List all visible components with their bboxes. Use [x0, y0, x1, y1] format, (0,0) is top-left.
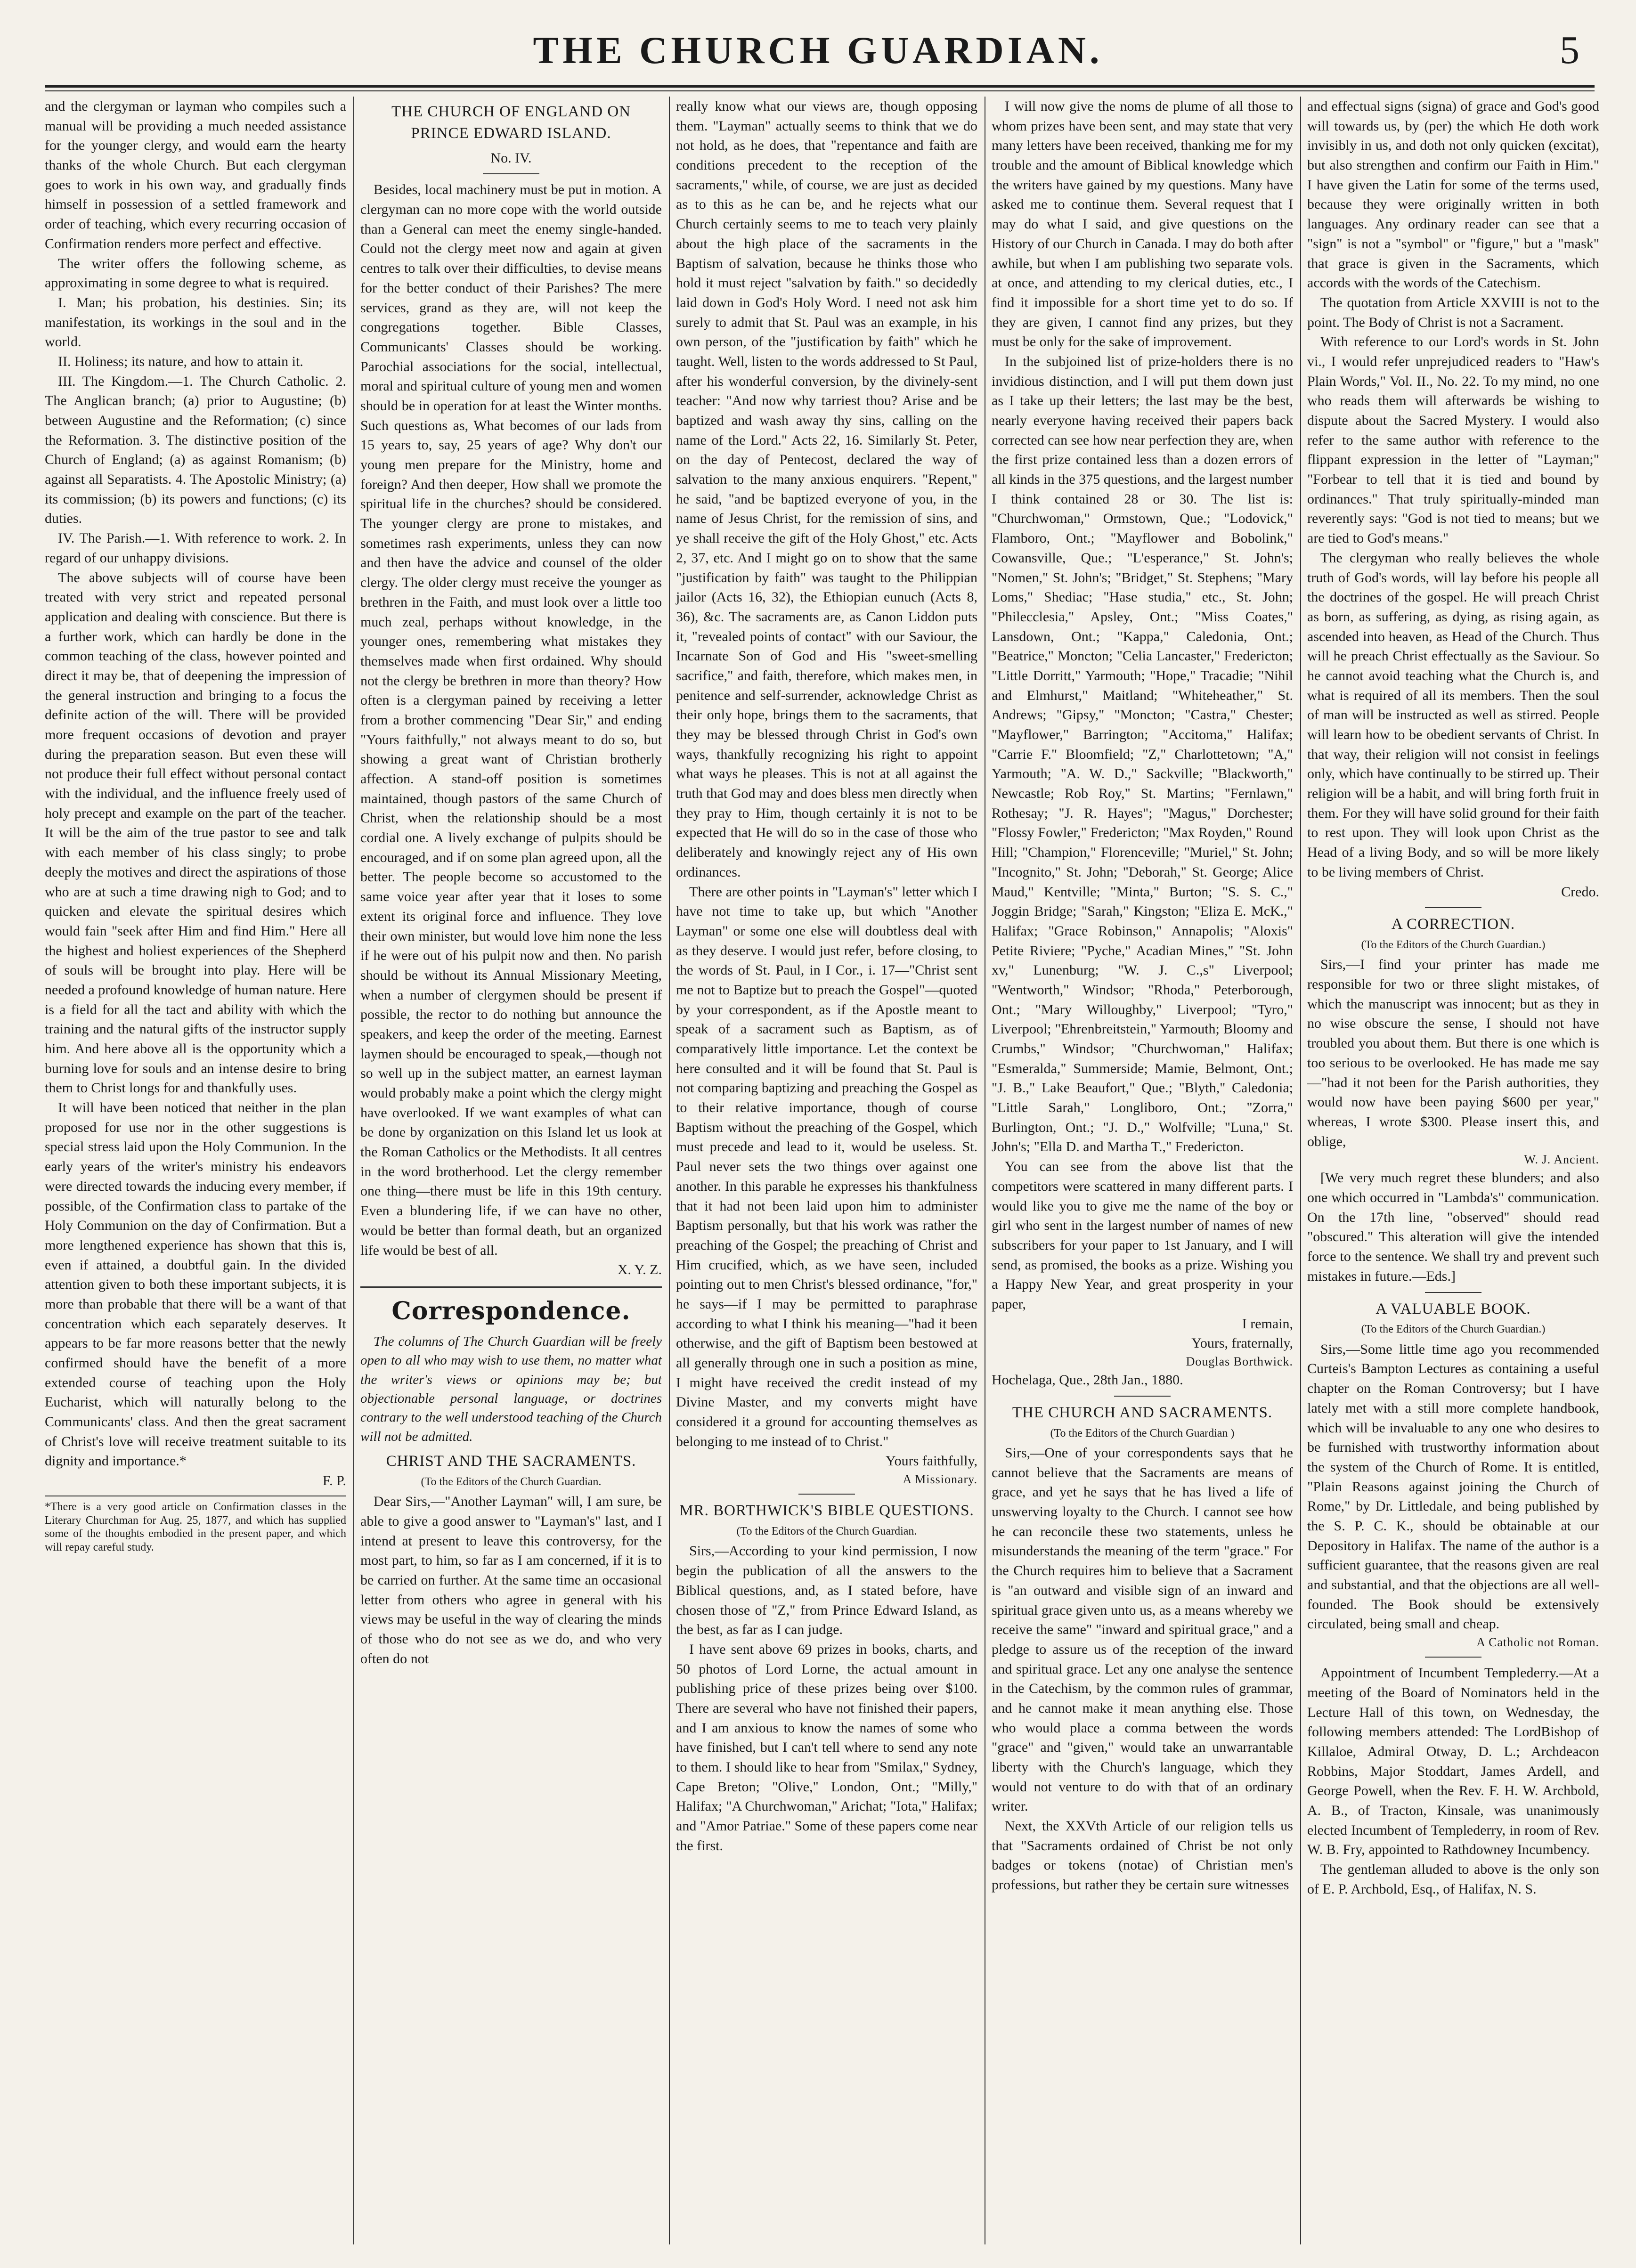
article-subheading: (To the Editors of the Church Guardian ) [1050, 1427, 1235, 1439]
signature: A Missionary. [903, 1472, 977, 1487]
footnote: *There is a very good article on Confirmation classes in the Literary Churchman for Aug. 25, 1877, and which has supplied some of the thoughts embodied in the present paper, and which will repay careful study. [45, 1496, 346, 1554]
paragraph: The above subjects will of course have been treated with very strict and repeated personal application and dealing with conscience. But there is a further work, which can hardly be done in the common teaching of the class, however pointed and direct it may be, that of deepening the impression of the general instruction and bringing to a focus the definite action of the will. There will be provided more frequent occasions of devotion and prayer during the preparation season. But even these will not produce their full effect without personal contact with the individual, and the influence freely used of holy precept and example on the part of the teacher. It will be the aim of the true pastor to see and talk with each member of his class singly; to probe deeply the motives and direct the aspirations of those who are at such a time drawing nigh to God; and to quicken and elevate the spiritual desires which would fain "seek after Him and find Him." Here all the highest and holiest experiences of the Shepherd of souls will be brought into play. Here will be needed a profound knowledge of human nature. Here is a field for all the tact and ability with which the training and the natural gifts of the instructor supply him. And here above all is the opportunity which a burning love for souls and an intense desire to bring them to Christ longs for and thankfully uses. [45, 569, 346, 1096]
paragraph: III. The Kingdom.—1. The Church Catholic. 2. The Anglican branch; (a) prior to Augustine; (b) between Augustine and the Reformation; (c) since the Reformation. 3. The distinctive position of the Church of England; (a) as against Romanism; (b) against all Separatists. 4. The Apostolic Ministry; (a) its commission; (b) its powers and functions; (c) its duties. [45, 373, 346, 527]
paragraph: and the clergyman or layman who compiles such a manual will be providing a much needed assistance for the younger clergy, and would earn the hearty thanks of the whole Church. But each clergyman goes to work in his own way, and gradually finds himself in possession of a settled framework and order of teaching, which every recurring occasion of Confirmation renders more perfect and effective. [45, 98, 346, 252]
article-subheading: (To the Editors of the Church Guardian. [736, 1525, 917, 1538]
paragraph: really know what our views are, though opposing them. "Layman" actually seems to think that we do not hold, as he does, that "repentance and faith are conditions precedent to the reception of the sacraments," while, of course, we are just as decided as to this as he can be, and he rejects what our Church certainly seems to me to teach very plainly about the high place of the sacraments in the Baptism of salvation, because he thinks those who hold it must reject "salvation by faith." so decidedly laid down in God's Holy Word. I need not ask him surely to admit that St. Paul was an example, in his own person, of the "justification by faith" which he taught. Well, listen to the words addressed to St Paul, after his wonderful conversion, by the divinely-sent teacher: "And now why tarriest thou? Arise and be baptized and wash away thy sins, calling on the name of the Lord." Acts 22, 16. Similarly St. Peter, on the day of Pentecost, declared the way of salvation to the many anxious enquirers. "Repent," he said, "and be baptized everyone of you, in the name of Jesus Christ, for the remission of sins, and ye shall receive the gift of the Holy Ghost," etc. Acts 2, 37, etc. And I might go on to show that the same "justification by faith" was taught to the Philippian jailor (Acts 16, 32), the Ethiopian eunuch (Acts 8, 36), &c. The sacraments are, as Canon Liddon puts it, "revealed points of contact" with our Saviour, the Incarnate Son of God and His "sweet-smelling sacrifice," and faith, therefore, which makes men, in penitence and self-surrender, acknowledge Christ as their only hope, brings them to the sacraments, that they may be blessed through Christ in God's own ways, thankfully recognizing his right to appoint what ways he pleases. This is not at all against the truth that God may and does bless men directly when they pray to Him, though certainly it is not to be expected that He will do so in the case of those who deliberately and knowingly reject any of His own ordinances. [676, 98, 977, 880]
paragraph: IV. The Parish.—1. With reference to work. 2. In regard of our unhappy divisions. [45, 530, 346, 566]
page-number: 5 [1560, 28, 1579, 72]
column-3 [676, 97, 977, 1855]
separator [360, 1286, 662, 1288]
correspondence-heading: Correspondence. [391, 1296, 631, 1325]
article-subheading: (To the Editors of the Church Guardian. [421, 1475, 602, 1488]
signature-closing: Yours faithfully, [885, 1453, 977, 1469]
paragraph: and effectual signs (signa) of grace and God's good will towards us, by (per) the which He doth work invisibly in us, and doth not only quicken (excitat), but also strengthen and confirm our Faith in Him." I have given the Latin for some of the terms used, because they were originally written in both languages. Any ordinary reader can see that a "sign" is not a "symbol" or "figure," but a "mask" that grace is given in the Sacraments, which accords with the words of the Catechism. [1307, 98, 1599, 291]
paragraph: I have sent above 69 prizes in books, charts, and 50 photos of Lord Lorne, the actual amount in publishing price of these prizes being over $100. There are several who have not finished their papers, and I am anxious to know the names of some who have finished, but I can't tell where to send any note to them. I should like to hear from "Smilax," Sydney, Cape Breton; "Olive," London, Ont.; "Milly," Halifax; "A Churchwoman," Arichat; "Iota," Halifax; and "Amor Patriae." Some of these papers come near the first. [676, 1641, 977, 1853]
paragraph: Sirs,—I find your printer has made me responsible for two or three slight mistakes, of which the manuscript was innocent; but as they in no wise obscure the sense, I should not have troubled you about them. But there is one which is too serious to be overlooked. He has made me say—"had it not been for the Parish authorities, they would now have been paying $600 per year," whereas, I wrote $300. Please insert this, and oblige, [1307, 957, 1599, 1149]
article-subheading: (To the Editors of the Church Guardian.) [1361, 939, 1546, 951]
masthead-rule [45, 85, 1595, 88]
column-divider [1300, 97, 1301, 2244]
short-rule [1114, 1396, 1171, 1397]
paragraph: Appointment of Incumbent Templederry.—At a meeting of the Board of Nominators held in the Lecture Hall of this town, on Wednesday, the following members attended: The LordBishop of Killaloe, Admiral Otway, D. L.; Archdeacon Robbins, Major Stoddart, James Ardell, and George Powell, when the Rev. F. H. W. Archbold, A. B., of Tracton, Kinsale, was unanimously elected Incumbent of Templederry, in room of Rev. W. B. Fry, appointed to Rathdowney Incumbency. [1307, 1665, 1599, 1858]
paragraph: The writer offers the following scheme, as approximating in some degree to what is required. [45, 255, 346, 291]
paragraph: In the subjoined list of prize-holders there is no invidious distinction, and I will put them down just as I take up their letters; the last may be the best, nearly everyone having received their papers back corrected can see how near perfection they are, when the first prize contained less than a dozen errors of all kinds in the 375 questions, and the largest number I think contained 28 or 30. The list is: "Churchwoman," Ormstown, Que.; "Lodovick," Flamboro, Ont.; "Mayflower and Bobolink," Cowansville, Que.; "L'esperance," St. John's; "Nomen," St. John's; "Bridget," St. Stephens; "Mary Loms," Shediac; "Hase studia," etc., St. John; "Philecclesia," Apsley, Ont.; "Miss Coates," Lansdown, Ont.; "Kappa," Caledonia, Ont.; "Beatrice," Moncton; "Celia Lancaster," Fredericton; "Little Dorritt," Yarmouth; "Hope," Tracadie; "Nihil and Elmhurst," Maitland; "Whiteheather," St. Andrews; "Gipsy," "Moncton; "Castra," Chester; "Mayflower," Barrington; "Accitoma," Halifax; "Carrie F." Bloomfield; "Z," Charlottetown; "A," Yarmouth; "A. W. D.," Sackville; "Blackworth," Newcastle; Rob Roy," St. Martins; "Fernlawn," Rothesay; "J. R. Hayes"; "Magus," Dorchester; "Flossy Fowler," Fredericton; "Max Royden," Round Hill; "Champion," Florenceville; "Muriel," St. John; "Incognito," St. John; "Deborah," St. George; Alice Maud," Kentville; "Minta," Burton; "S. S. C.," Joggin Bridge; "Sarah," Kingston; "Eliza E. McK.," Halifax; "Grace Robinson," Annapolis; "Aloxis" Petite Riviere; "Pyche," Acadian Mines," "St. John xv," Lunenburg; "W. J. C.,s" Liverpool; "Wentworth," Windsor; "Rhoda," Peterborough, Ont.; "Mary Willoughby," Liverpool; "Tyro," Liverpool; "Ehrenbreitstein," Yarmouth; Bloomy and Crumbs," Windsor; "Churchwoman," Halifax; "Esmeralda," Summerside; Mamie, Belmont, Ont.; "J. B.," Lake Beaufort," Que.; "Blyth," Caledonia; "Little Sarah," Longliboro, Ont.; "Zorra," Burlington, Ont.; "J. D.," Wolfville; "Luna," St. John's; "Ella D. and Martha T.," Fredericton. [992, 353, 1293, 1155]
signature: A Catholic not Roman. [1476, 1635, 1599, 1650]
paragraph: It will have been noticed that neither in the plan proposed for use nor in the other suggestions is special stress laid upon the Holy Communion. In the early years of the writer's ministry his endeavors were directed towards the inducing every member, if possible, of the Confirmation class to partake of the Holy Communion on the day of Confirmation. But a more lengthened experience has shown that this is, even if attained, a doubtful gain. In the divided attention given to both these important subjects, it is more than probable that there will be a want of that concentration which each separately deserves. It appears to be far more reasons better that the newly confirmed should have the benefit of a more extended course of teaching upon the Holy Eucharist, which will naturally belong to the Communicants' class. And then the great sacrament of Christ's love will receive treatment suitable to its dignity and importance.* [45, 1100, 346, 1469]
short-rule [1425, 1657, 1481, 1658]
column-5 [1307, 97, 1599, 1899]
article-number: No. IV. [490, 150, 532, 166]
column-1 [45, 97, 346, 1554]
paragraph: I will now give the noms de plume of all those to whom prizes have been sent, and may state that very many letters have been received, thanking me for my trouble and the amount of Biblical knowledge which the writers have gained by my questions. Many have asked me to continue them. Several request that I may do what I said, and give questions on the History of our Church in Canada. I may do both after awhile, but when I am publishing two separate vols. at once, and attending to my clerical duties, etc., I find it impossible for a short time yet to do so. If they are given, I cannot find any prizes, but they must be only for the sake of improvement. [992, 98, 1293, 350]
dateline: Hochelaga, Que., 28th Jan., 1880. [992, 1372, 1183, 1388]
signature-closing: I remain, [1242, 1316, 1293, 1332]
column-4 [992, 97, 1293, 1895]
signature: Credo. [1561, 884, 1599, 900]
paragraph: The gentleman alluded to above is the only son of E. P. Archbold, Esq., of Halifax, N. S. [1307, 1862, 1599, 1897]
column-divider [353, 97, 354, 2244]
paragraph: The quotation from Article XXVIII is not to the point. The Body of Christ is not a Sacrament. [1307, 294, 1599, 330]
article-heading: A CORRECTION. [1391, 916, 1515, 933]
signature: W. J. Ancient. [1524, 1153, 1599, 1167]
masthead-rule-thin [45, 90, 1595, 91]
column-divider [669, 97, 670, 2244]
short-rule [1425, 907, 1481, 908]
signature: Douglas Borthwick. [1186, 1355, 1293, 1368]
paragraph: Sirs,—One of your correspondents says that he cannot believe that the Sacraments are means of grace, and yet he says that he has lived a life of unswerving loyalty to the Church. I cannot see how he can reconcile these two statements, unless he misunderstands the meaning of the term "grace." For the Church requires him to believe that a Sacrament is "an outward and visible sign of an inward and spiritual grace given unto us, as a means whereby we receive the same" "inward and spiritual grace," and a pledge to assure us of the reception of the inward and spiritual grace. Let any one analyse the sentence in the Catechism, by the common rules of grammar, and he cannot make it mean anything else. Those who would place a comma between the words "grace" and "given," would take an unwarrantable liberty with the Church's language, which they would not venture to do with that of an ordinary writer. [992, 1445, 1293, 1814]
paragraph: Sirs,—Some little time ago you recommended Curteis's Bampton Lectures as containing a useful chapter on the Roman Controversy; but I have lately met with a still more complete handbook, which will be invaluable to any one who desires to be furnished with trustworthy information about the system of the Church of Rome. It is entitled, "Plain Reasons against joining the Church of Rome," by Dr. Littledale, and being published by the S. P. C. K., should be obtainable at our Depository in Halifax. The name of the author is a sufficient guarantee, that the reasons given are real and substantial, and that the objections are all well-founded. The Book should be extensively circulated, being small and cheap. [1307, 1341, 1599, 1632]
article-subheading: (To the Editors of the Church Guardian.) [1361, 1323, 1546, 1336]
signature: X. Y. Z. [617, 1262, 662, 1278]
short-rule [483, 173, 539, 174]
paragraph: The clergyman who really believes the whole truth of God's words, will lay before his people all the doctrines of the gospel. He will preach Christ as born, as suffering, as dying, as rising again, as ascended into heaven, as Head of the Church. Thus will he preach Christ effectually as the Saviour. So he cannot avoid teaching what the Church is, and what is required of all its members. Then the soul of man will be instructed as well as stirred. People will learn how to be obedient servants of Christ. In that way, their religion will not consist in feelings only, which have continually to be stirred up. Their religion will be a habit, and will bring forth fruit in them. For they will have solid ground for their faith to rest upon. They will look upon Christ as the Head of a living Body, and so will be more likely to be living members of Christ. [1307, 550, 1599, 880]
editorial-notice: The columns of The Church Guardian will be freely open to all who may wish to use them, no matter what the writer's views or opinions may be; but objectionable personal language, or doctrines contrary to the well understood teaching of the Church will not be admitted. [360, 1334, 662, 1444]
column-2 [360, 97, 662, 1668]
paragraph: II. Holiness; its nature, and how to attain it. [58, 353, 303, 369]
article-heading: THE CHURCH OF ENGLAND ON PRINCE EDWARD ISLAND. [391, 103, 631, 142]
paragraph: Next, the XXVth Article of our religion tells us that "Sacraments ordained of Christ be not only badges or tokens (notae) of Christian men's professions, but rather they be certain sure witnesses [992, 1818, 1293, 1893]
paragraph: Sirs,—According to your kind permission, I now begin the publication of all the answers to the Biblical questions, and, as I stated before, have chosen those of "Z," from Prince Edward Island, as the best, as far as I can judge. [676, 1543, 977, 1638]
paragraph: There are other points in "Layman's" letter which I have not time to take up, but which "Another Layman" or some one else will doubtless deal with as they deserve. I would just refer, before closing, to the words of St. Paul, in I Cor., i. 17—"Christ sent me not to Baptize but to preach the Gospel"—quoted by your correspondent, as if the Apostle meant to speak of a sacrament such as Baptism, as of comparatively little importance. Let the context be here consulted and it will be found that St. Paul is not comparing baptizing and preaching the Gospel as to their relative importance, though of course Baptism without the preaching of the Gospel, which must precede and lead to it, would be useless. St. Paul never sets the two things over against one another. In this parable he expresses his thankfulness that it had not been laid upon him to administer Baptism personally, but that his work was rather the preaching of the Gospel; the preaching of Christ and Him crucified, which, as we have seen, included pointing out to men Christ's blessed ordinance, "for," he says—if I may be permitted to paraphrase according to what I think his meaning—"had it been otherwise, and the gift of Baptism been bestowed at all generally through one in such a position as mine, I might have received the credit instead of my Divine Master, and my converts might have considered it a ground for accounting themselves as belonging to me instead of to Christ." [676, 884, 977, 1449]
paragraph: Besides, local machinery must be put in motion. A clergyman can no more cope with the world outside than a General can meet the enemy single-handed. Could not the clergy meet now and again at given centres to talk over their difficulties, to devise means for the better conduct of their Parishes? The mere services, grand as they are, will not keep the congregations together. Bible Classes, Communicants' Classes should be working. Parochial associations for the social, intellectual, moral and spiritual culture of young men and women should be in operation for at least the Winter months. Such questions as, What becomes of our lads from 15 years to, say, 25 years of age? Why don't our young men prepare for the Ministry, home and foreign? And then deeper, How shall we promote the spiritual life in the churches? should be considered. The younger clergy are prone to mistakes, and sometimes rash experiments, unless they can now and then have the advice and counsel of the older clergy. The older clergy must receive the younger as brethren in the Faith, and must look over a little too much zeal, perhaps without knowledge, in the younger ones, remembering what mistakes they themselves made when first ordained. Why should not the clergy be brethren in more than theory? How often is a clergyman pained by receiving a letter from a brother commencing "Dear Sir," and ending "Yours faithfully," not always meant to do so, but showing a great want of Christian brotherly affection. A stand-off position is sometimes maintained, though pastors of the same Church of Christ, when the relationship should be a most cordial one. A lively exchange of pulpits should be encouraged, and if on some plan agreed upon, all the better. The people become so accustomed to the same voice year after year that it loses to some extent its original force and influence. They love their own minister, but would love him none the less if he were out of his pulpit now and then. No parish should be without its Annual Missionary Meeting, when a number of clergymen should be present if possible, the rector to do nothing but announce the speakers, and keep the order of the meeting. Earnest laymen should be encouraged to speak,—though not so well up in the subject matter, an earnest layman would probably make a point which the clergy might have overlooked. If we want examples of what can be done by organization on this Island let us look at the Roman Catholics or the Methodists. It all centres in the word brotherhood. Let the clergy remember one thing—there must be life in this 19th century. Even a blundering life, if we can have no other, would be better than formal death, but an organized life would be best of all. [360, 182, 662, 1258]
signature: F. P. [322, 1473, 346, 1489]
paragraph: Dear Sirs,—"Another Layman" will, I am sure, be able to give a good answer to "Layman's" last, and I intend at present to leave this controversy, for the most part, to him, so far as I am concerned, if it is to be carried on further. At the same time an occasional letter from others who agree in general with his views may be useful in the way of clearing the minds of those who do not see as we do, and who very often do not [360, 1494, 662, 1666]
paragraph: You can see from the above list that the competitors were scattered in many different parts. I would like you to give me the name of the boy or girl who sent in the largest number of names of new subscribers for your paper to 1st January, and I will send, as promised, the books as a prize. Wishing you a Happy New Year, and great prosperity in your paper, [992, 1159, 1293, 1312]
short-rule [1425, 1292, 1481, 1293]
article-heading: MR. BORTHWICK'S BIBLE QUESTIONS. [679, 1502, 974, 1520]
masthead-title: THE CHURCH GUARDIAN. [533, 29, 1103, 72]
paragraph: With reference to our Lord's words in St. John vi., I would refer unprejudiced readers to "Haw's Plain Words," Vol. II., No. 22. To my mind, no one who reads them will afterwards be wishing to dispute about the Sacred Mystery. I would also refer to the same author with reference to the flippant expression in the letter of "Layman;" "Forbear to tell that it is tied and bound by ordinances." That truly spiritually-minded man reverently says: "God is not tied to means; but we are tied to God's means." [1307, 334, 1599, 546]
short-rule [798, 1494, 855, 1495]
paragraph: I. Man; his probation, his destinies. Sin; its manifestation, its workings in the soul and in the world. [45, 294, 346, 350]
article-heading: THE CHURCH AND SACRAMENTS. [1012, 1404, 1273, 1421]
article-heading: CHRIST AND THE SACRAMENTS. [386, 1452, 636, 1470]
paragraph: [We very much regret these blunders; and also one which occurred in "Lambda's" communication. On the 17th line, "observed" should read "obscured." This alteration will give the intended force to the sentence. We shall try and prevent such mistakes in future.—Eds.] [1307, 1170, 1599, 1284]
signature-closing: Yours, fraternally, [1191, 1335, 1293, 1351]
article-heading: A VALUABLE BOOK. [1376, 1300, 1531, 1317]
